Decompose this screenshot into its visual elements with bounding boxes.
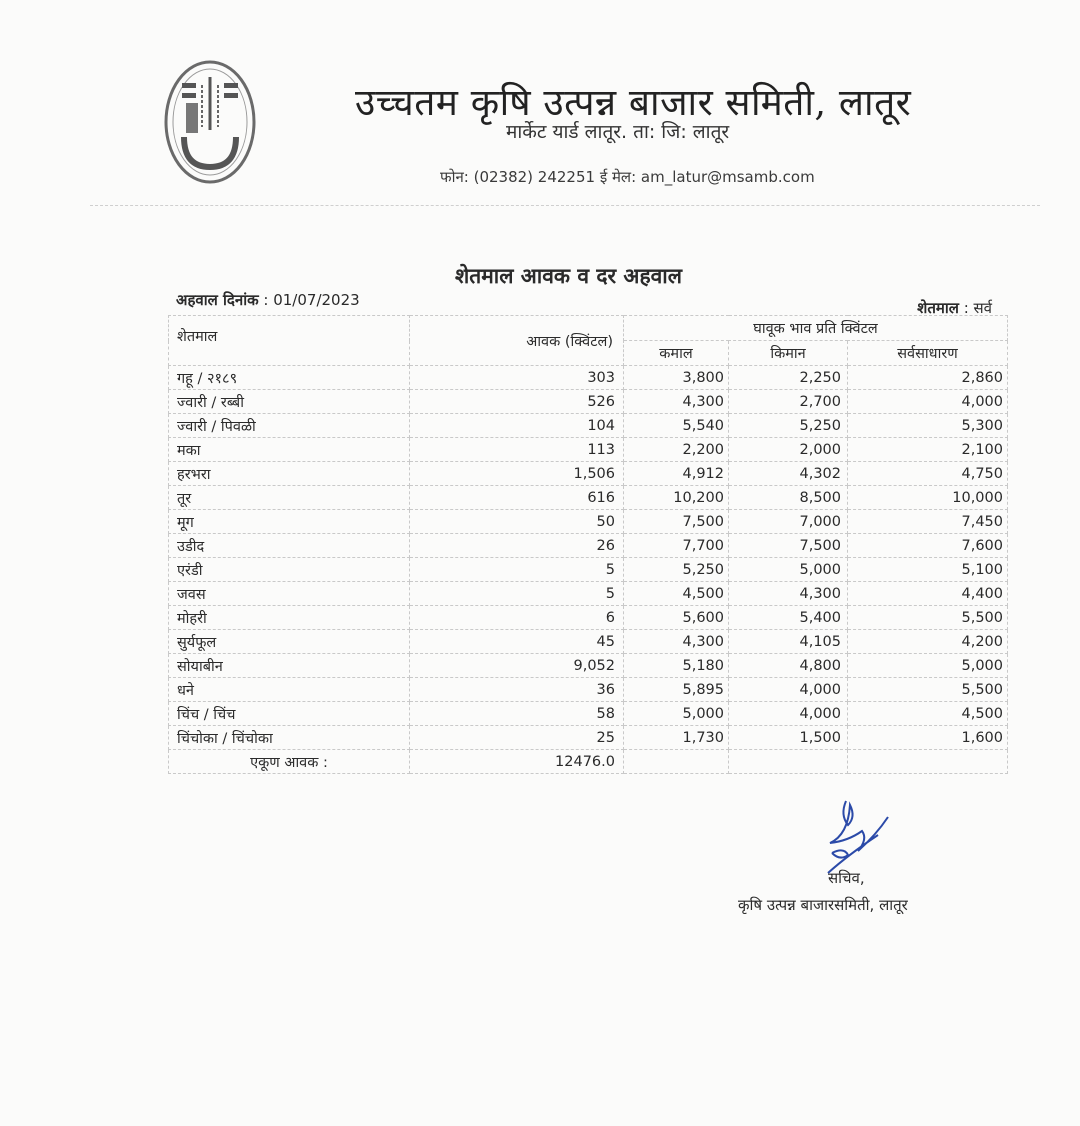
commodity-cell: ज्वारी / पिवळी [169,414,410,438]
avg-rate-cell: 10,000 [848,486,1008,510]
max-rate-cell: 3,800 [624,366,729,390]
table-row [169,558,1008,582]
table-row [169,510,1008,534]
avg-rate-cell: 5,300 [848,414,1008,438]
min-rate-cell: 4,800 [729,654,848,678]
min-rate-cell: 7,500 [729,534,848,558]
signatory-organization: कृषि उत्पन्न बाजारसमिती, लातूर [738,896,908,914]
col-header-commodity: शेतमाल [169,316,410,366]
avg-rate-cell: 4,750 [848,462,1008,486]
organization-title: उच्चतम कृषि उत्पन्न बाजार समिती, लातूर [355,81,912,124]
table-header-row [169,316,1008,341]
avg-rate-cell: 5,000 [848,654,1008,678]
arrival-cell: 6 [410,606,624,630]
arrival-cell: 616 [410,486,624,510]
max-rate-cell: 1,730 [624,726,729,750]
max-rate-cell: 4,500 [624,582,729,606]
max-rate-cell: 4,912 [624,462,729,486]
avg-rate-cell: 2,100 [848,438,1008,462]
total-empty-cell [729,750,848,774]
max-rate-cell: 5,250 [624,558,729,582]
commodity-cell: हरभरा [169,462,410,486]
col-header-avg: सर्वसाधारण [848,341,1008,366]
avg-rate-cell: 1,600 [848,726,1008,750]
arrival-cell: 36 [410,678,624,702]
commodity-cell: धने [169,678,410,702]
arrival-cell: 104 [410,414,624,438]
commodity-cell: सोयाबीन [169,654,410,678]
table-row [169,462,1008,486]
max-rate-cell: 5,000 [624,702,729,726]
table-row [169,366,1008,390]
table-row [169,438,1008,462]
col-header-max: कमाल [624,341,729,366]
arrival-rate-table [168,315,1008,774]
commodity-cell: तूर [169,486,410,510]
min-rate-cell: 8,500 [729,486,848,510]
min-rate-cell: 2,000 [729,438,848,462]
arrival-cell: 9,052 [410,654,624,678]
avg-rate-cell: 4,500 [848,702,1008,726]
min-rate-cell: 4,300 [729,582,848,606]
max-rate-cell: 5,540 [624,414,729,438]
max-rate-cell: 5,600 [624,606,729,630]
arrival-cell: 50 [410,510,624,534]
avg-rate-cell: 4,000 [848,390,1008,414]
avg-rate-cell: 5,100 [848,558,1008,582]
arrival-cell: 1,506 [410,462,624,486]
commodity-cell: एरंडी [169,558,410,582]
min-rate-cell: 4,000 [729,678,848,702]
market-committee-logo [160,55,260,190]
commodity-filter-value: सर्व [973,299,992,317]
commodity-filter: शेतमाल : सर्व [917,299,992,317]
table-row [169,414,1008,438]
report-date-value: 01/07/2023 [273,291,360,309]
min-rate-cell: 2,250 [729,366,848,390]
avg-rate-cell: 5,500 [848,606,1008,630]
min-rate-cell: 1,500 [729,726,848,750]
table-row [169,654,1008,678]
min-rate-cell: 5,000 [729,558,848,582]
commodity-cell: ज्वारी / रब्बी [169,390,410,414]
arrival-cell: 26 [410,534,624,558]
table-row [169,390,1008,414]
commodity-filter-label: शेतमाल [917,299,959,317]
arrival-cell: 45 [410,630,624,654]
commodity-cell: चिंचोका / चिंचोका [169,726,410,750]
table-row [169,582,1008,606]
min-rate-cell: 5,400 [729,606,848,630]
header-divider [90,205,1040,206]
col-header-min: किमान [729,341,848,366]
min-rate-cell: 5,250 [729,414,848,438]
min-rate-cell: 4,105 [729,630,848,654]
arrival-cell: 5 [410,582,624,606]
commodity-cell: मोहरी [169,606,410,630]
min-rate-cell: 7,000 [729,510,848,534]
table-row [169,534,1008,558]
arrival-cell: 5 [410,558,624,582]
table-row [169,726,1008,750]
secretary-signature [818,795,898,875]
min-rate-cell: 2,700 [729,390,848,414]
commodity-cell: जवस [169,582,410,606]
signatory-title: सचिव, [828,869,865,887]
table-row [169,702,1008,726]
arrival-cell: 58 [410,702,624,726]
arrival-cell: 25 [410,726,624,750]
avg-rate-cell: 4,400 [848,582,1008,606]
arrival-cell: 113 [410,438,624,462]
col-header-arrival: आवक (क्विंटल) [410,316,624,366]
table-body [169,366,1008,750]
report-date-label: अहवाल दिनांक [176,291,259,309]
total-empty-cell [848,750,1008,774]
avg-rate-cell: 7,600 [848,534,1008,558]
organization-address: मार्केट यार्ड लातूर. ता: जि: लातूर [506,121,730,143]
avg-rate-cell: 7,450 [848,510,1008,534]
max-rate-cell: 7,500 [624,510,729,534]
report-title: शेतमाल आवक व दर अहवाल [455,264,682,288]
commodity-cell: चिंच / चिंच [169,702,410,726]
min-rate-cell: 4,000 [729,702,848,726]
max-rate-cell: 4,300 [624,630,729,654]
min-rate-cell: 4,302 [729,462,848,486]
commodity-cell: मूग [169,510,410,534]
total-value: 12476.0 [410,750,624,774]
commodity-cell: उडीद [169,534,410,558]
table-row [169,678,1008,702]
col-header-wholesale-rate: घावूक भाव प्रति क्विंटल [624,316,1008,341]
max-rate-cell: 5,895 [624,678,729,702]
table-row [169,606,1008,630]
total-row [169,750,1008,774]
table-row [169,486,1008,510]
avg-rate-cell: 2,860 [848,366,1008,390]
arrival-cell: 526 [410,390,624,414]
commodity-cell: मका [169,438,410,462]
max-rate-cell: 2,200 [624,438,729,462]
avg-rate-cell: 4,200 [848,630,1008,654]
max-rate-cell: 4,300 [624,390,729,414]
max-rate-cell: 5,180 [624,654,729,678]
report-date: अहवाल दिनांक : 01/07/2023 [176,291,360,309]
table-row [169,630,1008,654]
avg-rate-cell: 5,500 [848,678,1008,702]
contact-info: फोन: (02382) 242251 ई मेल: am_latur@msamb.com [440,168,815,186]
total-label: एकूण आवक : [169,750,410,774]
arrival-cell: 303 [410,366,624,390]
max-rate-cell: 7,700 [624,534,729,558]
total-empty-cell [624,750,729,774]
max-rate-cell: 10,200 [624,486,729,510]
commodity-cell: सुर्यफूल [169,630,410,654]
commodity-cell: गहू / २१८९ [169,366,410,390]
